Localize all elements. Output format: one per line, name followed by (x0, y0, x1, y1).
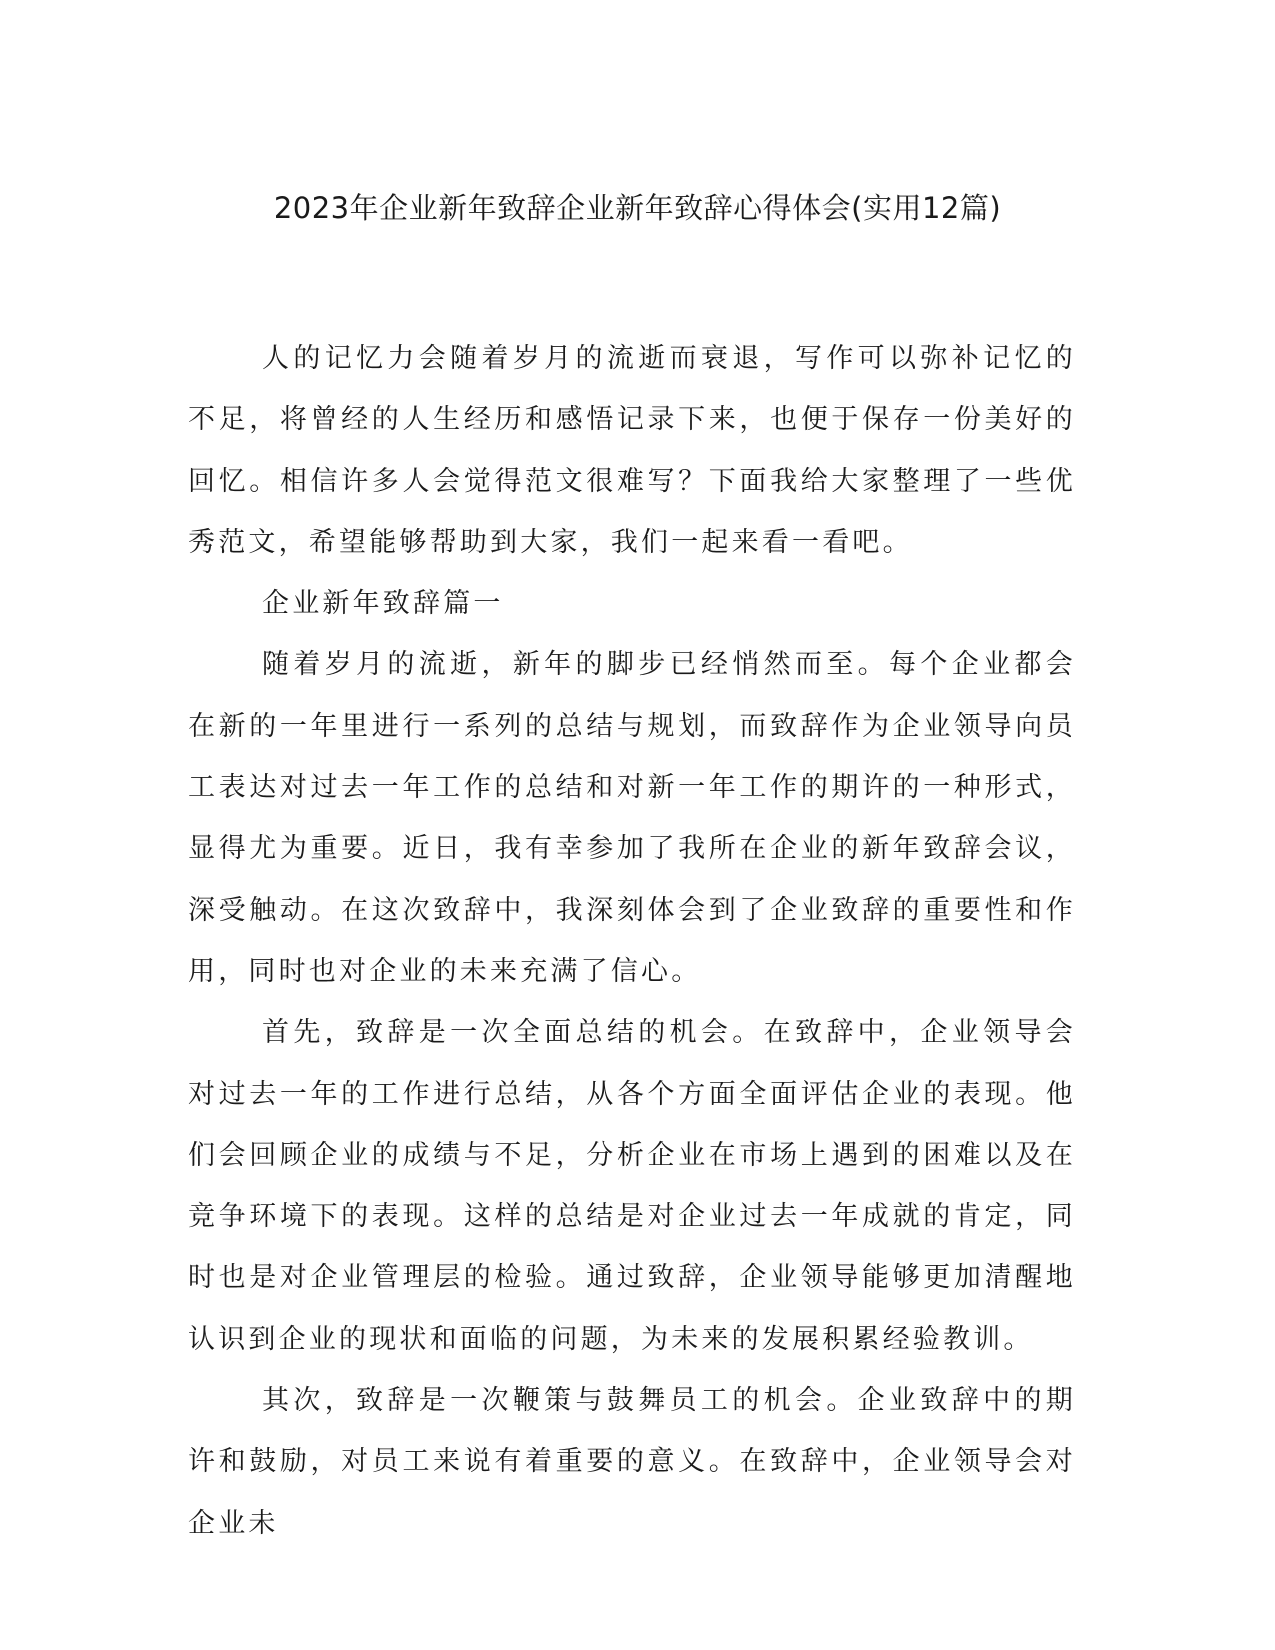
document-body (188, 328, 1076, 1554)
intro-paragraph: 人的记忆力会随着岁月的流逝而衰退，写作可以弥补记忆的不足，将曾经的人生经历和感悟记录下来，也便于保存一份美好的回忆。相信许多人会觉得范文很难写？下面我给大家整理了一些优秀范文，希望能够帮助到大家，我们一起来看一看吧。 (188, 343, 1076, 558)
document-title: 2023年企业新年致辞企业新年致辞心得体会(实用12篇) (273, 191, 1002, 225)
body-paragraph: 首先，致辞是一次全面总结的机会。在致辞中，企业领导会对过去一年的工作进行总结，从各个方面全面评估企业的表现。他们会回顾企业的成绩与不足，分析企业在市场上遇到的困难以及在竞争环境下的表现。这样的总结是对企业过去一年成就的肯定，同时也是对企业管理层的检验。通过致辞，企业领导能够更加清醒地认识到企业的现状和面临的问题，为未来的发展积累经验教训。 (188, 1017, 1076, 1355)
body-paragraph: 随着岁月的流逝，新年的脚步已经悄然而至。每个企业都会在新的一年里进行一系列的总结与规划，而致辞作为企业领导向员工表达对过去一年工作的总结和对新一年工作的期许的一种形式，显得尤为重要。近日，我有幸参加了我所在企业的新年致辞会议，深受触动。在这次致辞中，我深刻体会到了企业致辞的重要性和作用，同时也对企业的未来充满了信心。 (188, 649, 1076, 987)
body-paragraph: 其次，致辞是一次鞭策与鼓舞员工的机会。企业致辞中的期许和鼓励，对员工来说有着重要的意义。在致辞中，企业领导会对企业未 (188, 1385, 1076, 1539)
section-heading: 企业新年致辞篇一 (262, 588, 504, 620)
